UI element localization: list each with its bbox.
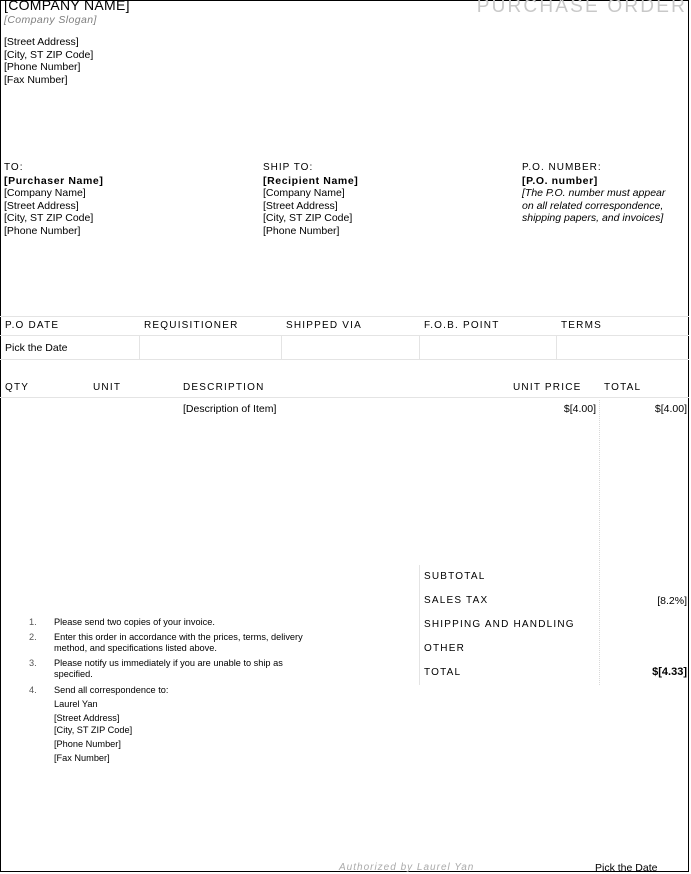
divider [0, 359, 689, 360]
qty-header: QTY [5, 382, 30, 393]
purchaser-name[interactable]: [Purchaser Name] [4, 174, 104, 187]
po-number-note: [The P.O. number must appear [522, 187, 666, 200]
authorized-by[interactable]: Authorized by Laurel Yan [339, 862, 475, 873]
contact-fax-number[interactable]: [Fax Number] [54, 753, 110, 763]
po-number-note: on all related correspondence, [522, 199, 664, 212]
contact-name[interactable]: Laurel Yan [54, 699, 98, 709]
divider [0, 397, 689, 398]
po-date-header: P.O DATE [5, 320, 60, 331]
to-city-state-zip[interactable]: [City, ST ZIP Code] [4, 212, 94, 225]
po-number-note: shipping papers, and invoices] [522, 212, 664, 225]
unit-price-header: UNIT PRICE [513, 382, 582, 393]
to-street-address[interactable]: [Street Address] [4, 199, 79, 212]
ship-phone-number[interactable]: [Phone Number] [263, 224, 340, 237]
shipped-via-header: SHIPPED VIA [286, 320, 362, 331]
divider [0, 316, 689, 317]
company-address[interactable] [4, 36, 93, 86]
contact-street-address[interactable]: [Street Address] [54, 713, 120, 723]
requisitioner-header: REQUISITIONER [144, 320, 239, 331]
correspondence-address[interactable] [54, 698, 132, 764]
note-item [54, 658, 283, 680]
company-slogan[interactable]: [Company Slogan] [4, 14, 97, 26]
item-description[interactable]: [Description of Item] [183, 403, 277, 415]
note-text: method, and specifications listed above. [54, 643, 217, 653]
to-label: TO: [4, 162, 24, 173]
sales-tax-value[interactable]: [8.2%] [657, 595, 687, 607]
note-text: specified. [54, 669, 93, 679]
street-address[interactable]: [Street Address] [4, 36, 79, 48]
cell-divider [281, 336, 282, 359]
ship-street-address[interactable]: [Street Address] [263, 199, 338, 212]
recipient-name[interactable]: [Recipient Name] [263, 174, 359, 187]
document-title: PURCHASE ORDER [476, 0, 687, 17]
po-number-label: P.O. NUMBER: [522, 162, 602, 173]
ship-to-label: SHIP TO: [263, 162, 314, 173]
ship-company-name[interactable]: [Company Name] [263, 187, 345, 200]
fax-number[interactable]: [Fax Number] [4, 73, 68, 86]
cell-divider [556, 336, 557, 359]
shipping-label: SHIPPING AND HANDLING [424, 619, 575, 630]
totals-divider [419, 565, 420, 685]
company-name[interactable]: [COMPANY NAME] [4, 0, 130, 13]
ship-to-block [263, 162, 358, 238]
note-number: 2. [29, 632, 37, 642]
terms-field[interactable] [558, 336, 688, 359]
cell-divider [139, 336, 140, 359]
terms-header: TERMS [561, 320, 602, 331]
note-text: Please notify us immediately if you are unable to ship as [54, 658, 283, 668]
contact-phone-number[interactable]: [Phone Number] [54, 739, 121, 749]
note-item [54, 685, 168, 696]
total-label: TOTAL [424, 667, 462, 678]
shipped-via-field[interactable] [283, 336, 419, 359]
note-number: 1. [29, 617, 37, 627]
fob-point-header: F.O.B. POINT [424, 320, 500, 331]
to-company-name[interactable]: [Company Name] [4, 187, 86, 200]
sales-tax-label: SALES TAX [424, 595, 489, 606]
to-block [4, 162, 103, 238]
total-header: TOTAL [604, 382, 642, 393]
item-unit-price[interactable]: $[4.00] [563, 403, 596, 415]
to-phone-number[interactable]: [Phone Number] [4, 224, 81, 237]
subtotal-label: SUBTOTAL [424, 571, 486, 582]
description-header: DESCRIPTION [183, 382, 265, 393]
note-text: Send all correspondence to: [54, 685, 169, 695]
note-text: Enter this order in accordance with the prices, terms, delivery [54, 632, 303, 642]
city-state-zip[interactable]: [City, ST ZIP Code] [4, 48, 94, 61]
contact-city-state-zip[interactable]: [City, ST ZIP Code] [54, 725, 133, 735]
total-value: $[4.33] [652, 666, 687, 678]
note-text: Please send two copies of your invoice. [54, 617, 215, 627]
note-item [54, 632, 303, 654]
note-number: 3. [29, 658, 37, 668]
note-item [54, 617, 215, 628]
po-date-picker[interactable]: Pick the Date [5, 342, 68, 354]
po-number-block [522, 162, 665, 225]
other-label: OTHER [424, 643, 465, 654]
unit-header: UNIT [93, 382, 122, 393]
po-number-value[interactable]: [P.O. number] [522, 174, 598, 187]
phone-number[interactable]: [Phone Number] [4, 61, 81, 74]
cell-divider [419, 336, 420, 359]
requisitioner-field[interactable] [141, 336, 281, 359]
ship-city-state-zip[interactable]: [City, ST ZIP Code] [263, 212, 353, 225]
signature-date-picker[interactable]: Pick the Date [595, 862, 658, 874]
fob-point-field[interactable] [421, 336, 555, 359]
item-total: $[4.00] [654, 403, 687, 415]
note-number: 4. [29, 685, 37, 695]
column-divider [599, 400, 600, 685]
